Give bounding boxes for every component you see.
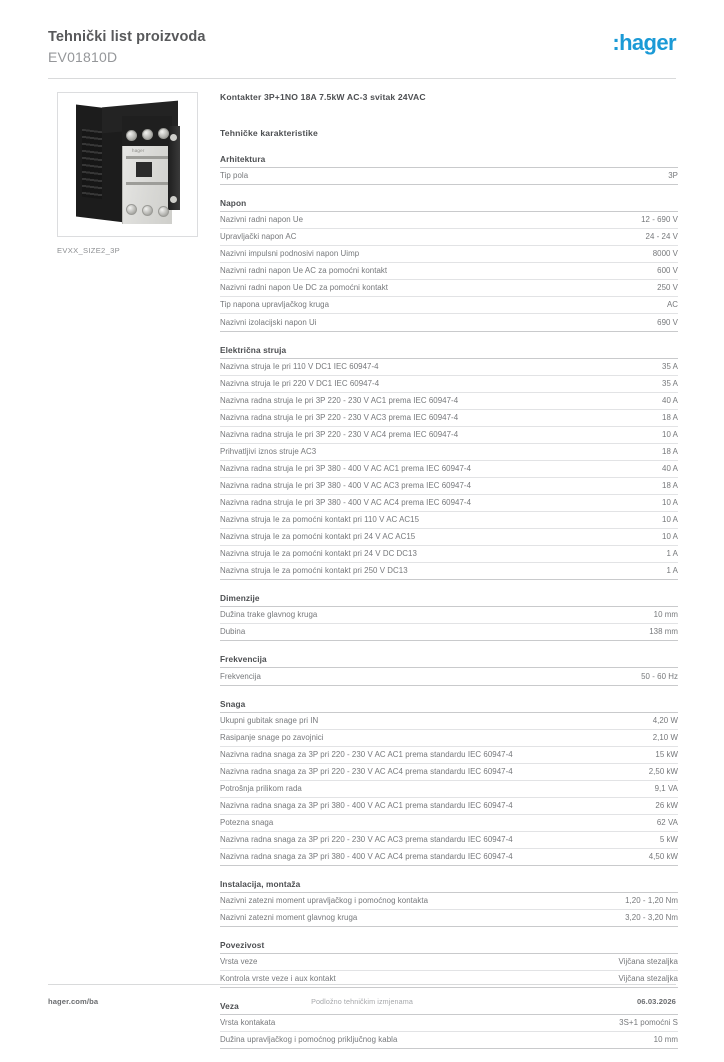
spec-label: Nazivna struja Ie za pomoćni kontakt pri 24 V DC DC13 <box>220 549 417 559</box>
spec-label: Nazivna radna struja Ie pri 3P 220 - 230 V AC4 prema IEC 60947-4 <box>220 429 459 439</box>
spec-row <box>220 954 678 971</box>
spec-row <box>220 512 678 529</box>
spec-value: 2,10 W <box>652 732 678 742</box>
footer-date: 06.03.2026 <box>636 997 676 1006</box>
spec-value: 3P <box>668 171 678 181</box>
spec-value: 50 - 60 Hz <box>641 671 678 681</box>
spec-row <box>220 410 678 427</box>
spec-label: Potezna snaga <box>220 817 274 827</box>
section-title: Napon <box>220 198 678 212</box>
spec-value: 18 A <box>662 481 678 491</box>
spec-row <box>220 546 678 563</box>
spec-label: Nazivna radna struja Ie pri 3P 380 - 400 V AC AC4 prema IEC 60947-4 <box>220 498 472 508</box>
spec-value: 24 - 24 V <box>645 232 678 242</box>
spec-value: Vijčana stezaljka <box>618 957 678 967</box>
spec-row <box>220 359 678 376</box>
section-title: Snaga <box>220 699 678 713</box>
spec-row <box>220 212 678 229</box>
spec-label: Nazivna struja Ie za pomoćni kontakt pri 250 V DC13 <box>220 566 408 576</box>
header-divider <box>48 78 676 79</box>
spec-row <box>220 444 678 461</box>
spec-row <box>220 893 678 910</box>
spec-value: 1 A <box>666 549 678 559</box>
spec-label: Nazivna radna snaga za 3P pri 380 - 400 V AC AC4 prema standardu IEC 60947-4 <box>220 852 513 862</box>
spec-row <box>220 280 678 297</box>
spec-value: 10 A <box>662 532 678 542</box>
spec-value: 250 V <box>657 283 678 293</box>
spec-value: 4,20 W <box>652 715 678 725</box>
spec-row <box>220 668 678 685</box>
spec-value: 1,20 - 1,20 Nm <box>625 896 678 906</box>
spec-section <box>220 345 678 581</box>
spec-section <box>220 879 678 927</box>
spec-section <box>220 593 678 641</box>
spec-row <box>220 393 678 410</box>
spec-label: Nazivni izolacijski napon Ui <box>220 317 317 327</box>
spec-label: Nazivni impulsni podnosivi napon Uimp <box>220 249 360 259</box>
spec-value: 40 A <box>662 463 678 473</box>
spec-label: Potrošnja prilikom rada <box>220 783 302 793</box>
spec-value: 8000 V <box>652 249 678 259</box>
section-title: Dimenzije <box>220 593 678 607</box>
spec-row <box>220 229 678 246</box>
footer-website[interactable]: hager.com/ba <box>48 997 99 1006</box>
spec-value: 10 mm <box>653 1035 678 1045</box>
spec-label: Nazivna struja Ie za pomoćni kontakt pri 24 V AC AC15 <box>220 532 416 542</box>
spec-section <box>220 1001 678 1049</box>
spec-label: Nazivna radna snaga za 3P pri 220 - 230 V AC AC4 prema standardu IEC 60947-4 <box>220 766 513 776</box>
spec-label: Tip napona upravljačkog kruga <box>220 300 330 310</box>
spec-value: 10 A <box>662 515 678 525</box>
title-block <box>48 26 206 67</box>
spec-value: 138 mm <box>649 627 678 637</box>
section-title: Veza <box>220 1001 678 1015</box>
spec-value: 10 A <box>662 429 678 439</box>
spec-value: 10 A <box>662 498 678 508</box>
spec-label: Upravljački napon AC <box>220 232 297 242</box>
spec-row <box>220 461 678 478</box>
spec-value: 12 - 690 V <box>641 215 678 225</box>
spec-value: 3,20 - 3,20 Nm <box>625 913 678 923</box>
specs-heading: Tehničke karakteristike <box>220 128 318 138</box>
spec-row <box>220 607 678 624</box>
spec-value: 35 A <box>662 378 678 388</box>
spec-value: 600 V <box>657 266 678 276</box>
spec-row <box>220 730 678 747</box>
spec-label: Nazivni radni napon Ue <box>220 215 304 225</box>
page-header <box>48 26 676 82</box>
spec-label: Nazivna radna snaga za 3P pri 220 - 230 V AC AC3 prema standardu IEC 60947-4 <box>220 835 513 845</box>
spec-label: Nazivna radna struja Ie pri 3P 380 - 400 V AC AC1 prema IEC 60947-4 <box>220 463 472 473</box>
spec-value: 4,50 kW <box>648 852 678 862</box>
spec-row <box>220 495 678 512</box>
product-brand-mark: hager <box>132 148 145 153</box>
spec-label: Tip pola <box>220 171 249 181</box>
section-title: Frekvencija <box>220 654 678 668</box>
spec-value: 10 mm <box>653 610 678 620</box>
spec-value: 2,50 kW <box>648 766 678 776</box>
spec-value: Vijčana stezaljka <box>618 974 678 984</box>
section-title: Arhitektura <box>220 154 678 168</box>
spec-label: Nazivna struja Ie pri 110 V DC1 IEC 60947-4 <box>220 361 379 371</box>
spec-row <box>220 815 678 832</box>
spec-section <box>220 154 678 185</box>
spec-row <box>220 747 678 764</box>
section-title: Električna struja <box>220 345 678 359</box>
page-footer <box>48 997 676 1006</box>
spec-value: 1 A <box>666 566 678 576</box>
product-code: EV01810D <box>48 48 118 65</box>
spec-value: 690 V <box>657 317 678 327</box>
spec-label: Nazivna radna snaga za 3P pri 220 - 230 V AC AC1 prema standardu IEC 60947-4 <box>220 749 513 759</box>
spec-label: Nazivna radna struja Ie pri 3P 220 - 230 V AC3 prema IEC 60947-4 <box>220 412 459 422</box>
spec-row <box>220 427 678 444</box>
spec-row <box>220 798 678 815</box>
spec-row <box>220 781 678 798</box>
spec-value: 62 VA <box>656 817 678 827</box>
spec-row <box>220 263 678 280</box>
spec-label: Ukupni gubitak snage pri IN <box>220 715 319 725</box>
spec-value: 9,1 VA <box>654 783 678 793</box>
spec-label: Rasipanje snage po zavojnici <box>220 732 324 742</box>
spec-label: Nazivni radni napon Ue DC za pomoćni kontakt <box>220 283 388 293</box>
spec-row <box>220 971 678 988</box>
spec-row <box>220 624 678 641</box>
spec-row <box>220 529 678 546</box>
spec-row <box>220 563 678 580</box>
spec-label: Prihvatljivi iznos struje AC3 <box>220 446 317 456</box>
spec-value: 35 A <box>662 361 678 371</box>
product-name: Kontakter 3P+1NO 18A 7.5kW AC-3 svitak 24VAC <box>220 92 426 102</box>
spec-content <box>220 92 678 1062</box>
spec-value: 18 A <box>662 446 678 456</box>
spec-value: 18 A <box>662 412 678 422</box>
spec-value: AC <box>666 300 678 310</box>
spec-section <box>220 654 678 685</box>
spec-label: Vrsta kontakata <box>220 1018 276 1028</box>
section-title: Povezivost <box>220 940 678 954</box>
spec-label: Nazivna radna struja Ie pri 3P 380 - 400 V AC AC3 prema IEC 60947-4 <box>220 481 472 491</box>
spec-label: Dužina trake glavnog kruga <box>220 610 318 620</box>
spec-row <box>220 1032 678 1049</box>
spec-label: Nazivna struja Ie pri 220 V DC1 IEC 60947-4 <box>220 378 380 388</box>
spec-value: 26 kW <box>655 800 678 810</box>
spec-row <box>220 832 678 849</box>
spec-label: Dubina <box>220 627 246 637</box>
spec-row <box>220 478 678 495</box>
spec-label: Dužina upravljačkog i pomoćnog priključnog kabla <box>220 1035 398 1045</box>
spec-value: 15 kW <box>655 749 678 759</box>
spec-label: Nazivni zatezni moment glavnog kruga <box>220 913 358 923</box>
spec-row <box>220 297 678 314</box>
spec-row <box>220 764 678 781</box>
spec-label: Nazivna radna struja Ie pri 3P 220 - 230 V AC1 prema IEC 60947-4 <box>220 395 459 405</box>
hager-logo: :hager <box>612 30 676 55</box>
spec-value: 40 A <box>662 395 678 405</box>
spec-label: Nazivni zatezni moment upravljačkog i pomoćnog kontakta <box>220 896 429 906</box>
footer-divider <box>48 984 676 985</box>
spec-section <box>220 940 678 988</box>
spec-row <box>220 376 678 393</box>
spec-row <box>220 849 678 866</box>
spec-row <box>220 314 678 331</box>
figure-caption: EVXX_SIZE2_3P <box>57 246 120 255</box>
spec-sections <box>220 154 678 1049</box>
section-title: Instalacija, montaža <box>220 879 678 893</box>
spec-row <box>220 713 678 730</box>
spec-label: Nazivna radna snaga za 3P pri 380 - 400 V AC AC1 prema standardu IEC 60947-4 <box>220 800 513 810</box>
page-title: Tehnički list proizvoda <box>48 29 206 45</box>
product-figure <box>57 92 198 255</box>
spec-label: Kontrola vrste veze i aux kontakt <box>220 974 336 984</box>
spec-value: 3S+1 pomoćni S <box>619 1018 678 1028</box>
product-image <box>57 92 198 237</box>
spec-label: Nazivni radni napon Ue AC za pomoćni kontakt <box>220 266 388 276</box>
spec-label: Frekvencija <box>220 671 261 681</box>
spec-section <box>220 699 678 867</box>
spec-section <box>220 198 678 331</box>
spec-row <box>220 246 678 263</box>
spec-label: Nazivna struja Ie za pomoćni kontakt pri 110 V AC AC15 <box>220 515 420 525</box>
spec-value: 5 kW <box>659 835 678 845</box>
spec-row <box>220 1015 678 1032</box>
footer-disclaimer: Podložno tehničkim izmjenama <box>311 997 413 1006</box>
contactor-illustration <box>76 104 182 227</box>
spec-label: Vrsta veze <box>220 957 258 967</box>
spec-row <box>220 910 678 927</box>
spec-row <box>220 168 678 185</box>
